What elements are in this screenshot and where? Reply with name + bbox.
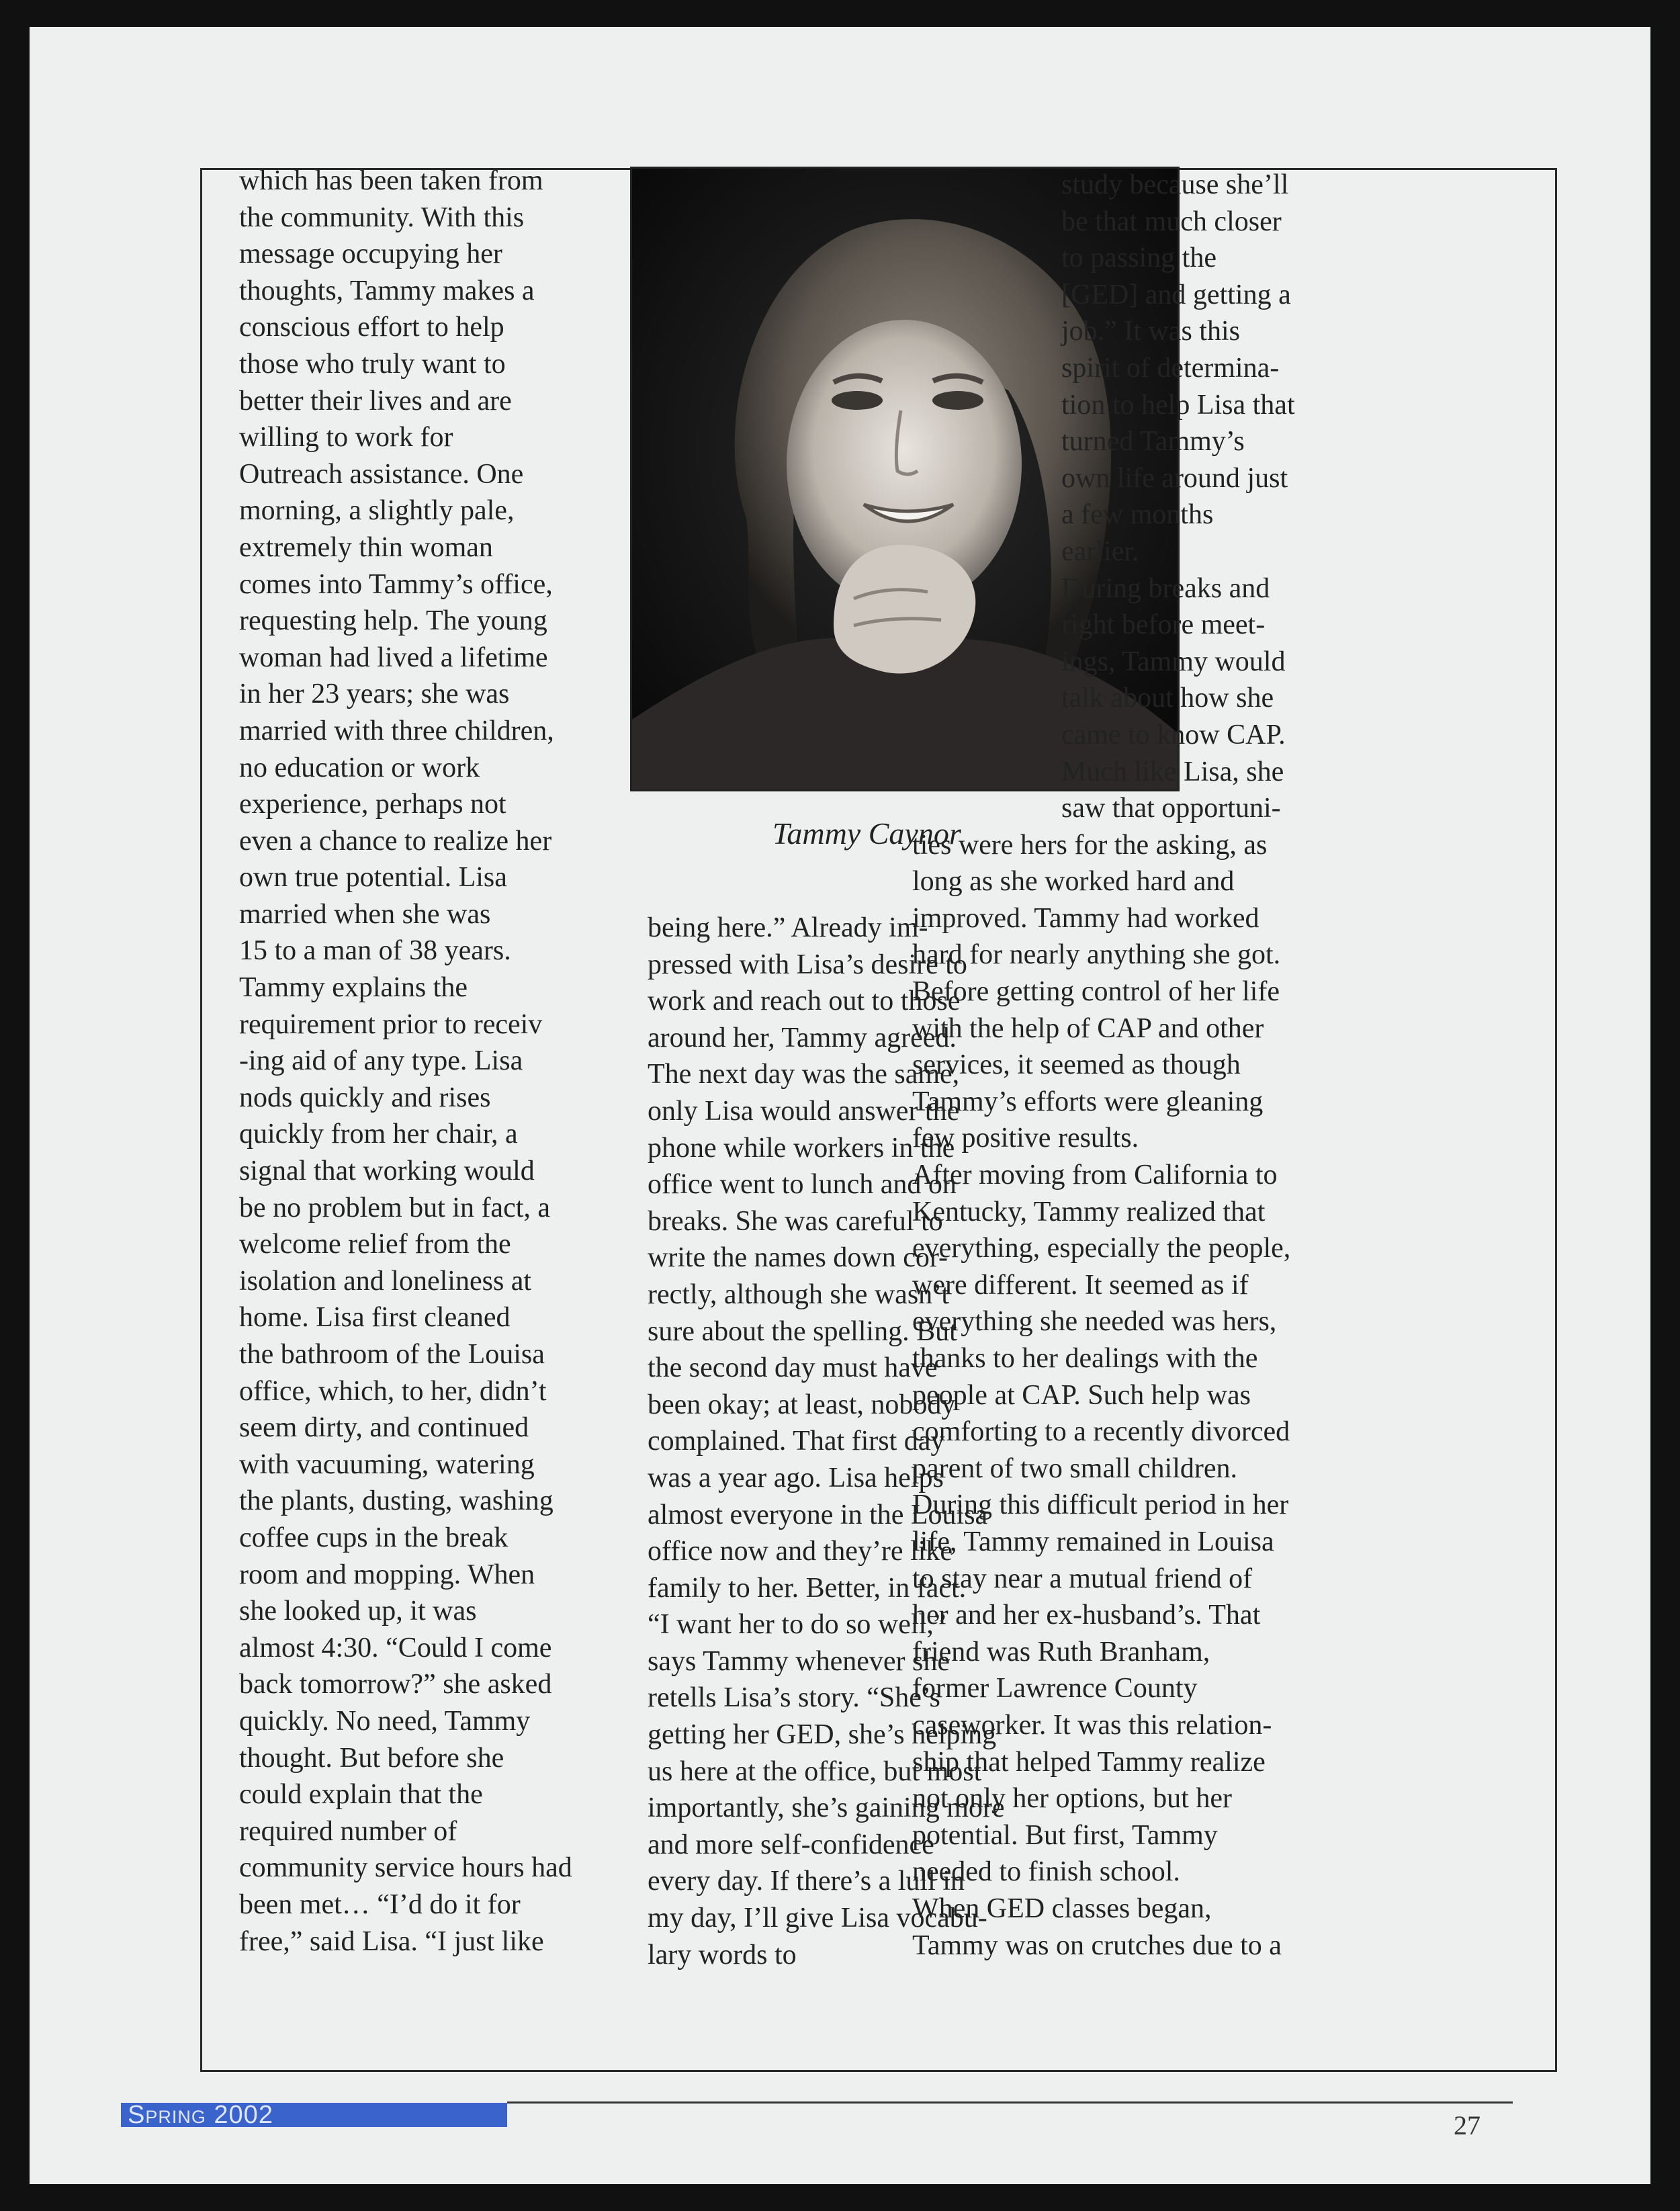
footer-season-label: Spring 2002: [128, 2101, 273, 2129]
article-line: welcome relief from the: [239, 1229, 511, 1260]
article-line: quickly. No need, Tammy: [239, 1705, 531, 1737]
article-line: [GED] and getting a: [1061, 279, 1291, 310]
article-column-3: [912, 167, 1295, 1964]
article-line: only Lisa would answer the: [648, 1095, 960, 1127]
footer-rule: [507, 2101, 1513, 2104]
article-line: be no problem but in fact, a: [239, 1192, 551, 1223]
article-line: signal that working would: [239, 1156, 535, 1187]
article-line: services, it seemed as though: [912, 1049, 1241, 1081]
article-line: lary words to: [648, 1939, 797, 1970]
article-line: been met… “I’d do it for: [239, 1889, 521, 1920]
article-line: my day, I’ll give Lisa vocabu-: [648, 1903, 987, 1934]
article-line: the plants, dusting, washing: [239, 1485, 554, 1517]
article-line: 15 to a man of 38 years.: [239, 935, 511, 967]
photo-caption: Tammy Caynor: [772, 816, 961, 851]
article-line: office went to lunch and on: [648, 1169, 957, 1201]
article-line: those who truly want to: [239, 348, 506, 380]
article-line: not only her options, but her: [912, 1783, 1232, 1815]
article-line: the bathroom of the Louisa: [239, 1339, 545, 1370]
article-line: married when she was: [239, 898, 491, 930]
article-column-1: [239, 163, 572, 1960]
article-line: were different. It seemed as if: [912, 1269, 1249, 1301]
article-line: married with three children,: [239, 715, 554, 746]
article-line: rectly, although she wasn’t: [648, 1278, 950, 1310]
article-line: pressed with Lisa’s desire to: [648, 949, 967, 980]
article-line: friend was Ruth Branham,: [912, 1636, 1210, 1667]
article-line: and more self-confidence: [648, 1829, 934, 1860]
article-line: could explain that the: [239, 1779, 483, 1811]
article-line: tion to help Lisa that: [1061, 389, 1295, 421]
article-line: being here.” Already im-: [648, 912, 928, 943]
article-line: spirit of determina-: [1061, 352, 1280, 384]
article-line: almost 4:30. “Could I come: [239, 1632, 552, 1663]
article-line: experience, perhaps not: [239, 789, 506, 820]
article-line: nods quickly and rises: [239, 1082, 491, 1113]
article-line: right before meet-: [1061, 609, 1266, 641]
article-line: job.” It was this: [1061, 316, 1240, 347]
article-line: ship that helped Tammy realize: [912, 1746, 1266, 1778]
article-line: comforting to a recently divorced: [912, 1416, 1290, 1448]
article-line: required number of: [239, 1815, 457, 1847]
article-line: Tammy’s efforts were gleaning: [912, 1086, 1264, 1117]
article-line: improved. Tammy had worked: [912, 902, 1259, 934]
article-line: ings, Tammy would: [1061, 646, 1286, 677]
article-line: people at CAP. Such help was: [912, 1379, 1251, 1411]
article-line: even a chance to realize her: [239, 825, 552, 857]
article-line: The next day was the same,: [648, 1059, 960, 1090]
article-line: sure about the spelling. But: [648, 1315, 957, 1347]
article-line: During this difficult period in her: [912, 1489, 1289, 1521]
article-line: which has been taken from: [239, 165, 543, 196]
article-line: life, Tammy remained in Louisa: [912, 1526, 1274, 1557]
article-line: Much like Lisa, she: [1061, 756, 1284, 787]
article-line: with vacuuming, watering: [239, 1448, 535, 1480]
article-line: better their lives and are: [239, 385, 512, 417]
article-line: every day. If there’s a lull in: [648, 1866, 965, 1897]
article-line: room and mopping. When: [239, 1559, 535, 1590]
article-line: office now and they’re like: [648, 1536, 953, 1567]
article-line: After moving from California to: [912, 1160, 1278, 1191]
article-line: Outreach assistance. One: [239, 458, 524, 490]
article-line: importantly, she’s gaining more: [648, 1792, 1005, 1824]
article-line: isolation and loneliness at: [239, 1265, 532, 1297]
article-line: everything she needed was hers,: [912, 1306, 1277, 1338]
article-line: earlier.: [1061, 535, 1139, 567]
article-line: “I want her to do so well,”: [648, 1609, 946, 1641]
article-line: requesting help. The young: [239, 605, 547, 637]
article-line: During breaks and: [1061, 572, 1270, 604]
article-line: her and her ex-husband’s. That: [912, 1600, 1261, 1631]
article-line: she looked up, it was: [239, 1596, 477, 1627]
article-line: long as she worked hard and: [912, 866, 1235, 898]
article-line: office, which, to her, didn’t: [239, 1375, 547, 1407]
article-line: requirement prior to receiv: [239, 1008, 543, 1040]
article-line: to passing the: [1061, 243, 1217, 274]
article-line: us here at the office, but most: [648, 1755, 982, 1787]
article-line: community service hours had: [239, 1852, 572, 1884]
article-line: thanks to her dealings with the: [912, 1343, 1258, 1374]
article-line: back tomorrow?” she asked: [239, 1669, 552, 1700]
article-line: study because she’ll: [1061, 169, 1289, 200]
article-line: willing to work for: [239, 422, 453, 453]
article-line: getting her GED, she’s helping: [648, 1719, 997, 1751]
article-line: complained. That first day: [648, 1426, 945, 1457]
article-line: been okay; at least, nobody: [648, 1389, 956, 1420]
article-line: breaks. She was careful to: [648, 1205, 943, 1237]
article-line: comes into Tammy’s office,: [239, 568, 553, 600]
article-line: thought. But before she: [239, 1742, 504, 1774]
article-line: thoughts, Tammy makes a: [239, 275, 535, 306]
article-line: the second day must have: [648, 1352, 938, 1384]
article-line: to stay near a mutual friend of: [912, 1563, 1253, 1594]
article-line: around her, Tammy agreed.: [648, 1022, 957, 1053]
article-line: write the names down cor-: [648, 1242, 948, 1274]
article-line: be that much closer: [1061, 206, 1282, 237]
article-line: saw that opportuni-: [1061, 793, 1281, 824]
article-line: talk about how she: [1061, 683, 1274, 714]
article-line: Before getting control of her life: [912, 976, 1280, 1008]
article-line: message occupying her: [239, 239, 502, 270]
article-line: Tammy explains the: [239, 972, 468, 1004]
article-line: ties were hers for the asking, as: [912, 829, 1268, 861]
article-line: retells Lisa’s story. “She’s: [648, 1682, 940, 1714]
article-line: free,” said Lisa. “I just like: [239, 1925, 544, 1957]
article-line: Tammy was on crutches due to a: [912, 1930, 1282, 1961]
article-line: coffee cups in the break: [239, 1522, 509, 1553]
article-line: hard for nearly anything she got.: [912, 939, 1281, 971]
page-number: 27: [1454, 2110, 1480, 2140]
article-line: own true potential. Lisa: [239, 862, 507, 894]
article-line: extremely thin woman: [239, 531, 493, 563]
article-line: in her 23 years; she was: [239, 679, 510, 710]
article-line: with the help of CAP and other: [912, 1012, 1264, 1044]
article-line: former Lawrence County: [912, 1673, 1198, 1704]
article-line: seem dirty, and continued: [239, 1412, 529, 1444]
article-line: woman had lived a lifetime: [239, 642, 548, 673]
article-line: morning, a slightly pale,: [239, 495, 515, 527]
article-line: -ing aid of any type. Lisa: [239, 1045, 523, 1077]
article-line: conscious effort to help: [239, 312, 504, 343]
article-line: the community. With this: [239, 202, 525, 233]
article-line: Kentucky, Tammy realized that: [912, 1196, 1266, 1227]
article-line: needed to finish school.: [912, 1856, 1180, 1888]
article-line: says Tammy whenever she: [648, 1645, 950, 1677]
article-line: everything, especially the people,: [912, 1233, 1291, 1264]
article-line: home. Lisa first cleaned: [239, 1302, 511, 1334]
article-line: family to her. Better, in fact.: [648, 1572, 967, 1604]
article-line: few positive results.: [912, 1123, 1139, 1154]
article-line: phone while workers in the: [648, 1132, 955, 1164]
article-line: potential. But first, Tammy: [912, 1819, 1218, 1851]
article-line: turned Tammy’s: [1061, 426, 1245, 458]
article-line: was a year ago. Lisa helps: [648, 1462, 944, 1493]
article-line: parent of two small children.: [912, 1453, 1238, 1484]
article-line: quickly from her chair, a: [239, 1119, 518, 1150]
article-line: own life around just: [1061, 462, 1288, 494]
article-line: came to know CAP.: [1061, 719, 1286, 750]
article-line: work and reach out to those: [648, 986, 961, 1017]
article-line: When GED classes began,: [912, 1893, 1212, 1924]
article-line: caseworker. It was this relation-: [912, 1709, 1272, 1741]
article-line: almost everyone in the Louisa: [648, 1499, 988, 1530]
article-line: a few months: [1061, 499, 1214, 531]
article-line: no education or work: [239, 752, 480, 783]
